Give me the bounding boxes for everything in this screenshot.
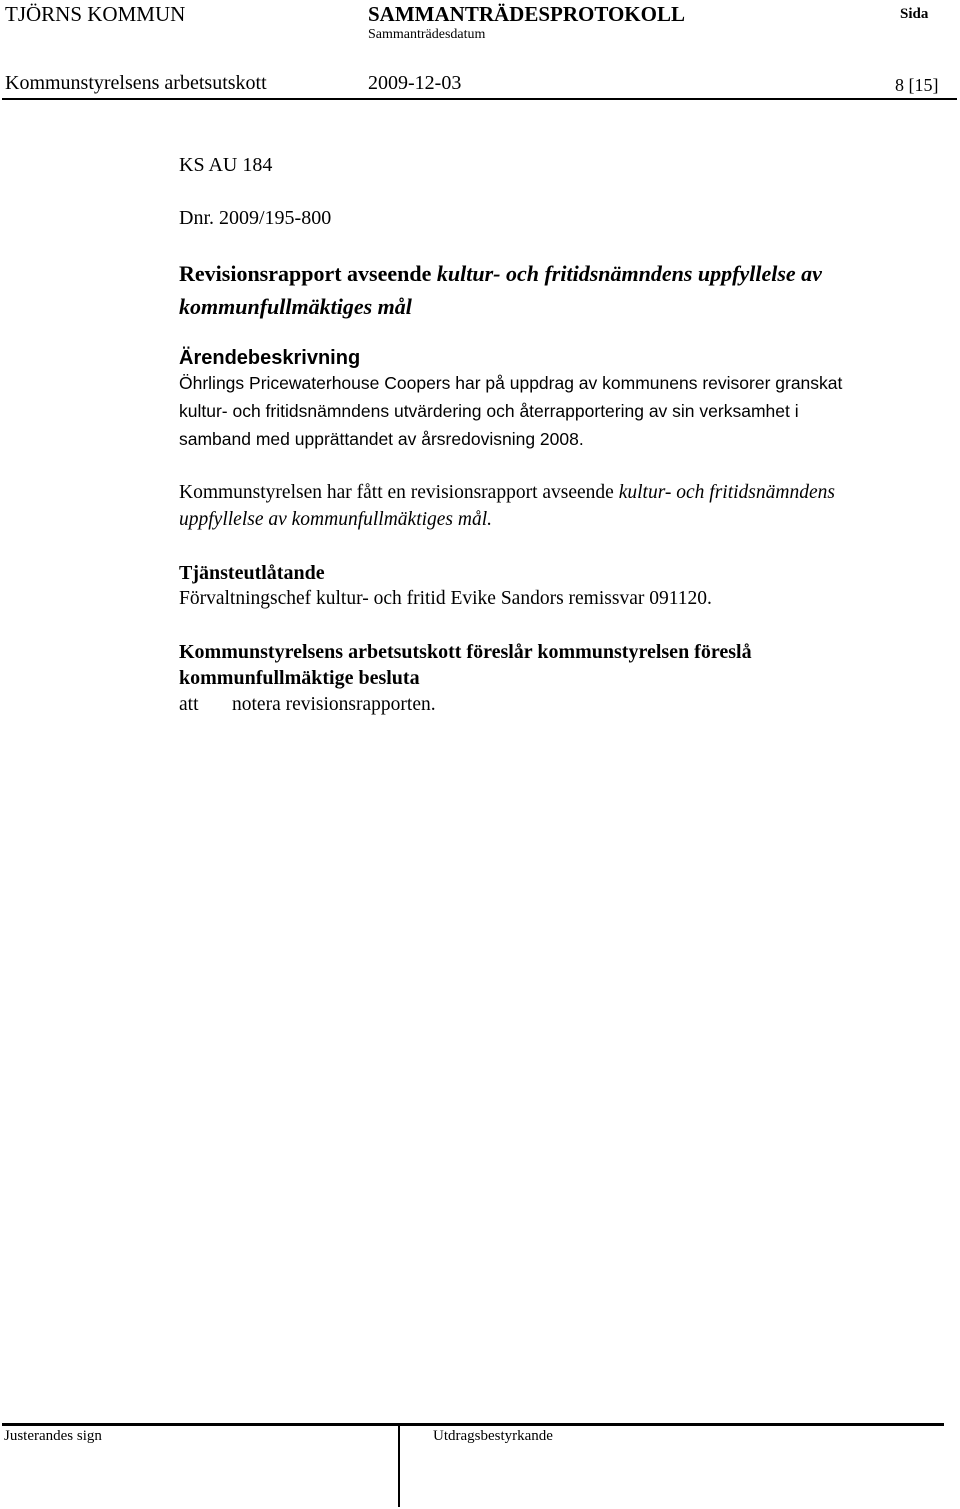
statement-heading: Tjänsteutlåtande bbox=[179, 562, 325, 584]
decision-heading-line1: Kommunstyrelsens arbetsutskott föreslår kommunstyrelsen föreslå bbox=[179, 641, 752, 663]
footer-separator bbox=[398, 1423, 400, 1507]
footer-divider bbox=[2, 1423, 944, 1426]
meeting-date-label: Sammanträdesdatum bbox=[368, 27, 486, 42]
committee-name: Kommunstyrelsens arbetsutskott bbox=[5, 72, 267, 94]
page-number: 8 [15] bbox=[895, 75, 939, 95]
description-para2-line1 bbox=[179, 482, 835, 504]
description-line2: kultur- och fritidsnämndens utvärdering och återrapportering av sin verksamhet i bbox=[179, 401, 799, 421]
case-title-line2 bbox=[179, 294, 412, 320]
description-para2-line2 bbox=[179, 509, 492, 531]
case-number: KS AU 184 bbox=[179, 154, 273, 176]
signature-label: Justerandes sign bbox=[4, 1428, 102, 1444]
decision-att: att bbox=[179, 694, 199, 715]
description-line1: Öhrlings Pricewaterhouse Coopers har på uppdrag av kommunens revisorer granskat bbox=[179, 373, 843, 393]
para2-plain: Kommunstyrelsen har fått en revisionsrapport avseende bbox=[179, 482, 619, 503]
case-title-line1 bbox=[179, 261, 822, 287]
case-title-plain: Revisionsrapport avseende bbox=[179, 261, 437, 286]
organization-name: TJÖRNS KOMMUN bbox=[5, 2, 186, 26]
header-divider bbox=[2, 98, 957, 100]
case-title-italic: kultur- och fritidsnämndens uppfyllelse av bbox=[436, 261, 822, 286]
meeting-date: 2009-12-03 bbox=[368, 72, 462, 94]
case-dnr: Dnr. 2009/195-800 bbox=[179, 207, 332, 229]
case-title-italic-line2: kommunfullmäktiges mål bbox=[179, 294, 412, 319]
statement-text: Förvaltningschef kultur- och fritid Evike Sandors remissvar 091120. bbox=[179, 588, 712, 609]
document-type: SAMMANTRÄDESPROTOKOLL bbox=[368, 2, 685, 26]
description-heading: Ärendebeskrivning bbox=[179, 347, 361, 369]
page-label: Sida bbox=[900, 6, 929, 22]
certification-label: Utdragsbestyrkande bbox=[433, 1428, 553, 1444]
para2-italic-line2: uppfyllelse av kommunfullmäktiges mål. bbox=[179, 509, 493, 530]
description-line3: samband med upprättandet av årsredovisning 2008. bbox=[179, 429, 584, 449]
decision-text: notera revisionsrapporten. bbox=[232, 694, 436, 715]
decision-heading-line2: kommunfullmäktige besluta bbox=[179, 667, 420, 689]
para2-italic: kultur- och fritidsnämndens bbox=[618, 482, 835, 503]
